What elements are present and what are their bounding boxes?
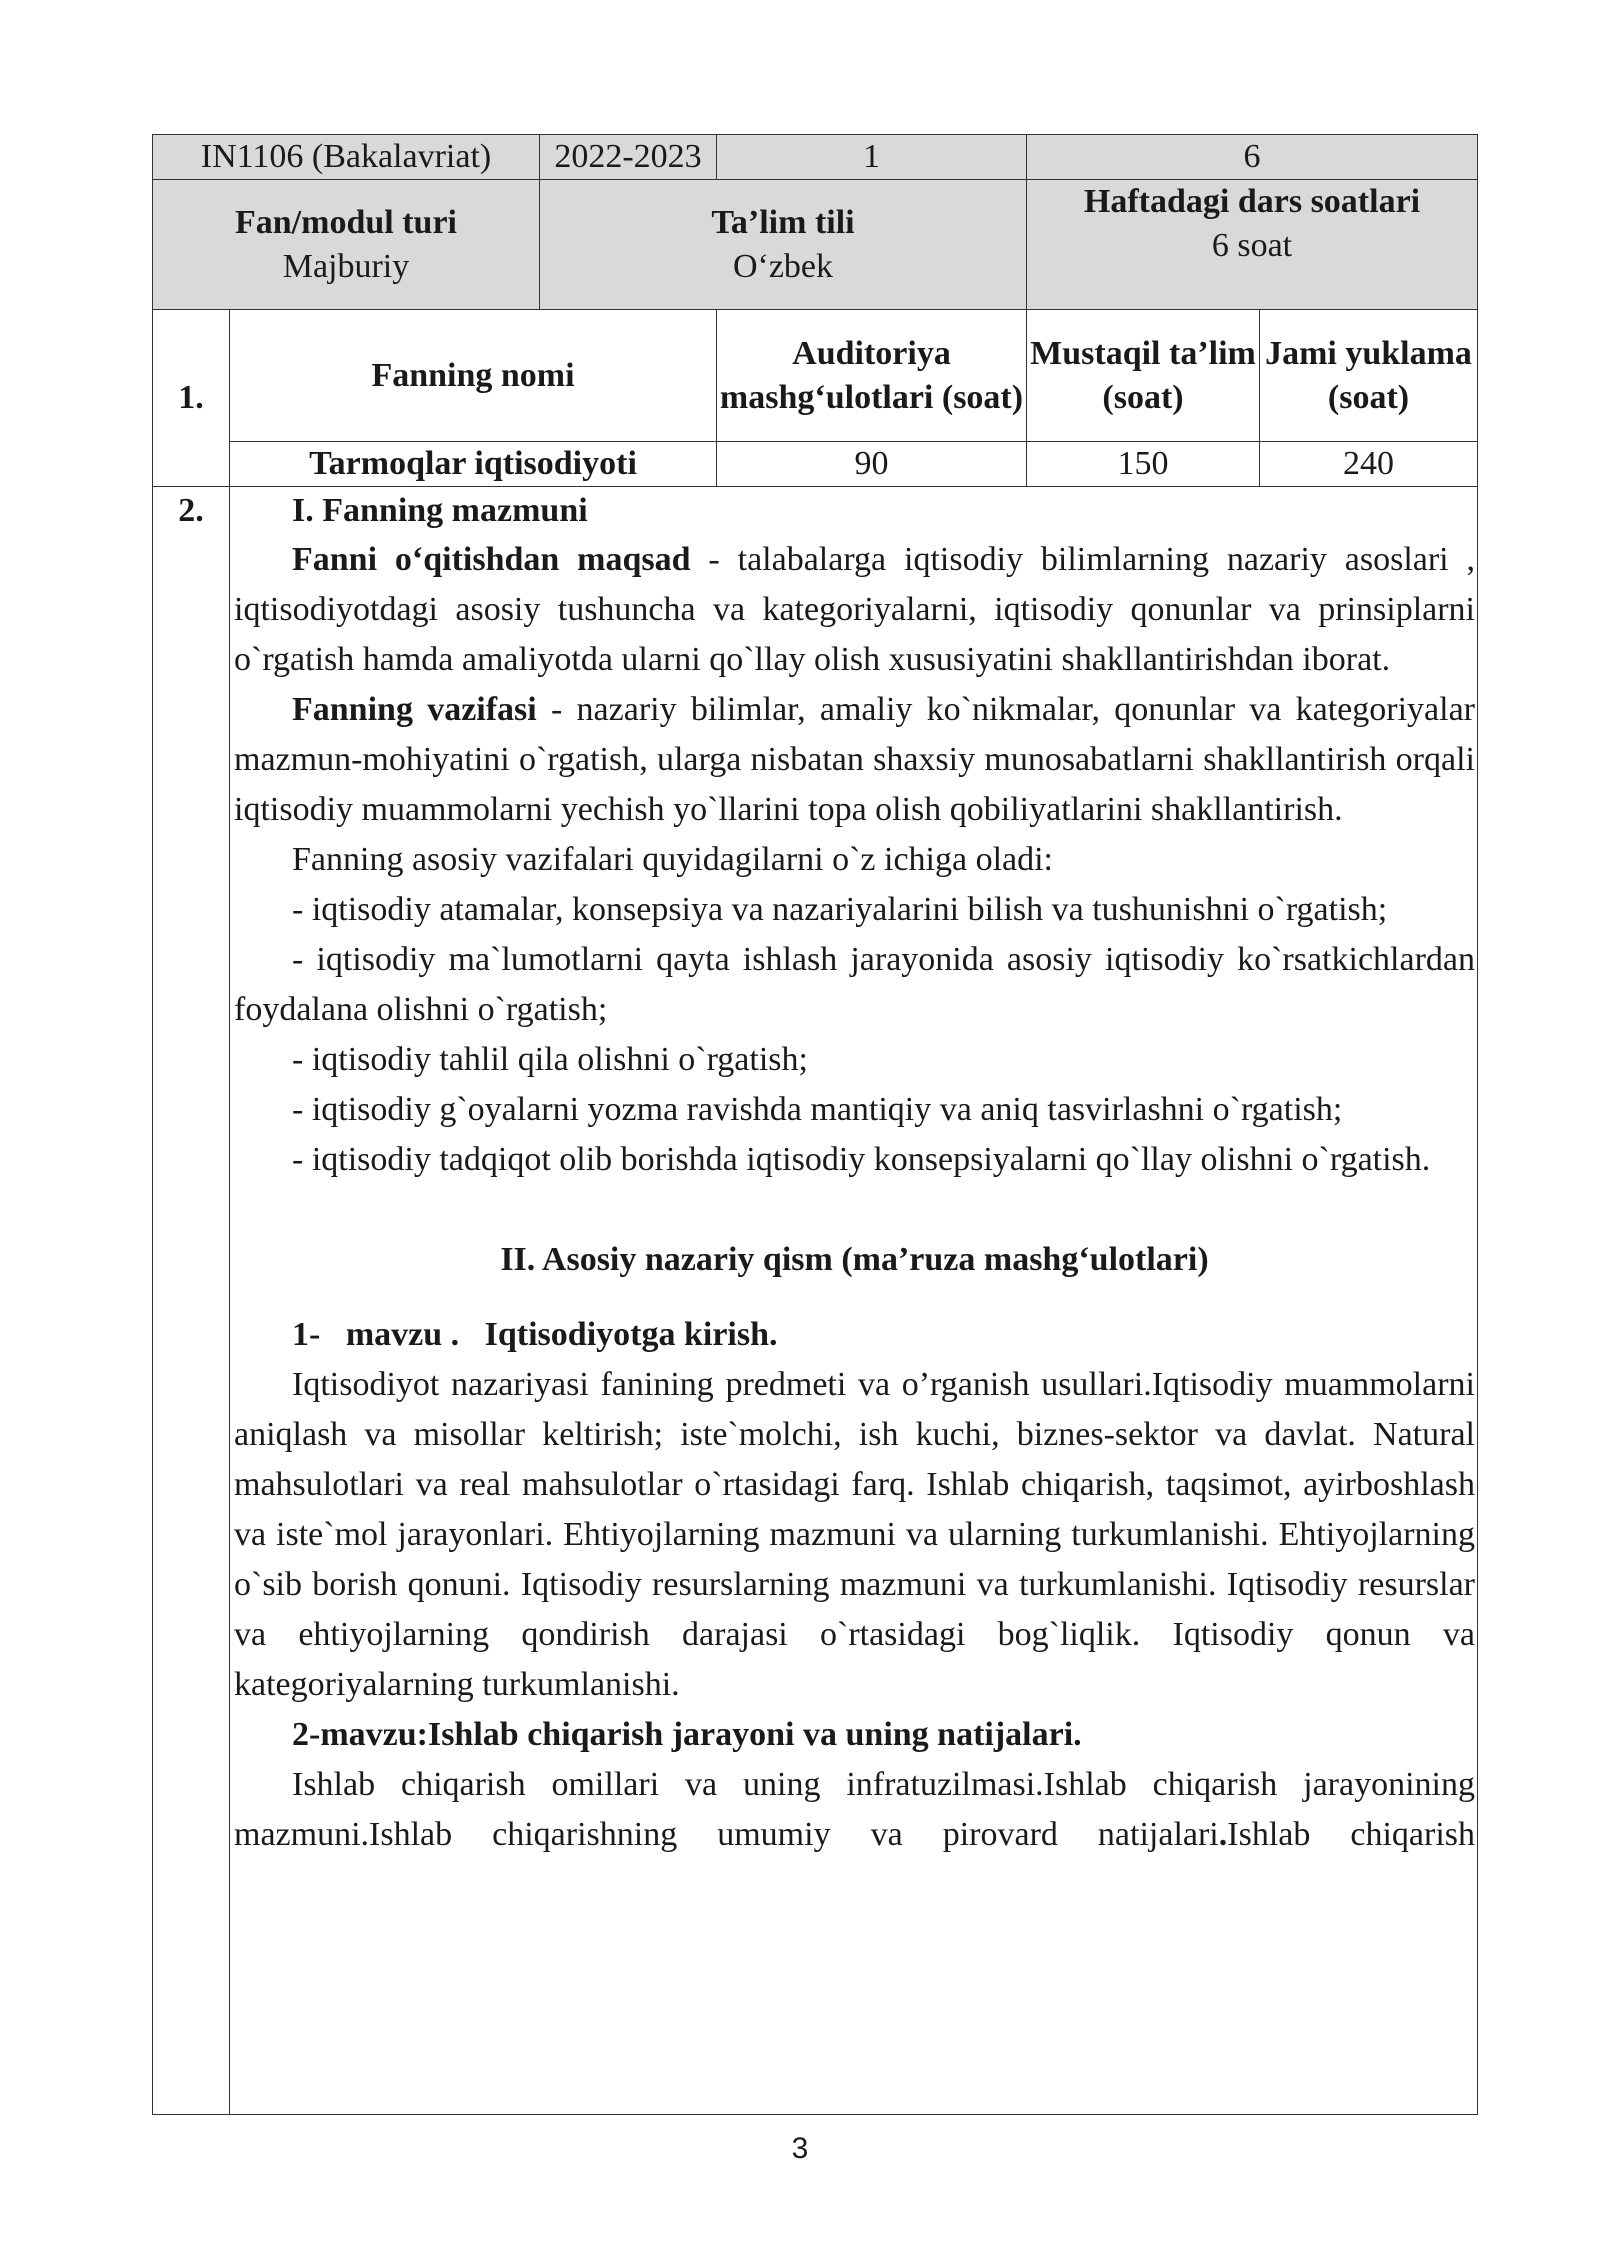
syllabus-table [152,134,1478,2115]
subject-row [153,442,1478,487]
task-bullet-2: - iqtisodiy ma`lumotlarni qayta ishlash jarayonida asosiy iqtisodiy ko`rsatkichlardan foydalana olishni o`rgatish; [234,941,1475,1028]
total-load-header: Jami yuklama (soat) [1260,310,1478,442]
meta-row [153,180,1478,310]
language-label: Ta’lim tili [711,203,855,241]
goal-text: - talabalarga iqtisodiy bilimlarning nazariy asoslari , iqtisodiyotdagi asosiy tushuncha va kategoriyalarni, iqtisodiy qonunlar va prinsiplarni o`rgatish hamda amaliyotda ularni qo`llay olish xususiyatini shakllantirishdan iborat. [234,541,1475,678]
task-bullet-1: - iqtisodiy atamalar, konsepsiya va nazariyalarini bilish va tushunishni o`rgatish; [292,891,1388,928]
module-type-label: Fan/modul turi [235,203,457,241]
task-text: - nazariy bilimlar, amaliy ko`nikmalar, qonunlar va kategoriyalar mazmun-mohiyatini o`rgatish, ularga nisbatan shaxsiy munosabatlarni shakllantirish orqali iqtisodiy muammolarni yechish yo`llarini topa olish qobiliyatlarini shakllantirish. [234,691,1475,828]
course-code-cell: IN1106 (Bakalavriat) [153,135,540,180]
module-type-cell [153,180,540,310]
task-bullet-4: - iqtisodiy g`oyalarni yozma ravishda mantiqiy va aniq tasvirlashni o`rgatish; [292,1091,1343,1128]
header-row [153,135,1478,180]
auditorium-hours-header: Auditoriya mashg‘ulotlari (soat) [717,310,1027,442]
topic-2-title: 2-mavzu:Ishlab chiqarish jarayoni va uning natijalari. [292,1716,1082,1753]
row-number-2: 2. [153,487,230,2115]
content-row [153,487,1478,2115]
content-cell [230,487,1478,2115]
content-heading: I. Fanning mazmuni [292,492,588,529]
goal-label: Fanni o‘qitishdan maqsad [292,541,691,578]
page-number: 3 [791,2132,809,2165]
subject-name-cell: Tarmoqlar iqtisodiyoti [230,442,717,487]
topic-2-text-a: Ishlab chiqarish omillari va uning infratuzilmasi.Ishlab chiqarish jarayonining mazmuni.Ishlab chiqarishning umumiy va pirovard natijalari [234,1766,1475,1853]
language-cell [540,180,1027,310]
goal-paragraph [234,535,1475,685]
independent-study-header: Mustaqil ta’lim (soat) [1027,310,1260,442]
topic-2-dot: . [1218,1816,1228,1853]
row-number-1: 1. [153,310,230,487]
semester-cell: 1 [717,135,1027,180]
topic-1-text: Iqtisodiyot nazariyasi fanining predmeti va o’rganish usullari.Iqtisodiy muammolarni aniqlash va misollar keltirish; iste`molchi, ish kuchi, biznes-sektor va davlat. Natural mahsulotlari va real mahsulotlar o`rtasidagi farq. Ishlab chiqarish, taqsimot, ayirboshlash va iste`mol jarayonlari. Ehtiyojlarning mazmuni va ularning turkumlanishi. Ehtiyojlarning o`sib borish qonuni. Iqtisodiy resurslarning mazmuni va turkumlanishi. Iqtisodiy resurslar va ehtiyojlarning qondirish darajasi o`rtasidagi bog`liqlik. Iqtisodiy qonun va kategoriyalarning turkumlanishi. [234,1366,1475,1703]
auditorium-hours-cell: 90 [717,442,1027,487]
task-paragraph [234,685,1475,835]
subject-header-row [153,310,1478,442]
task-label: Fanning vazifasi [292,691,537,728]
weekly-hours-value: 6 soat [1211,227,1293,264]
topic-2-text [234,1760,1475,1860]
total-hours-cell: 240 [1260,442,1478,487]
topic-2-text-b: Ishlab chiqarish [1227,1816,1476,1853]
independent-hours-cell: 150 [1027,442,1260,487]
tasks-intro: Fanning asosiy vazifalari quyidagilarni o`z ichiga oladi: [292,841,1053,878]
weekly-hours-label: Haftadagi dars soatlari [1083,183,1421,220]
module-type-value: Majburiy [282,247,410,285]
section-2-heading: II. Asosiy nazariy qism (ma’ruza mashg‘ulotlari) [500,1241,1209,1278]
topic-1-title: 1- mavzu . Iqtisodiyotga kirish. [292,1316,778,1353]
subject-name-header: Fanning nomi [230,310,717,442]
language-value: O‘zbek [732,247,834,285]
task-bullet-5: - iqtisodiy tadqiqot olib borishda iqtisodiy konsepsiyalarni qo`llay olishni o`rgatish. [292,1141,1431,1178]
weekly-hours-cell [1027,180,1478,310]
academic-year-cell: 2022-2023 [540,135,717,180]
task-bullet-3: - iqtisodiy tahlil qila olishni o`rgatish; [292,1041,808,1078]
credits-cell: 6 [1027,135,1478,180]
